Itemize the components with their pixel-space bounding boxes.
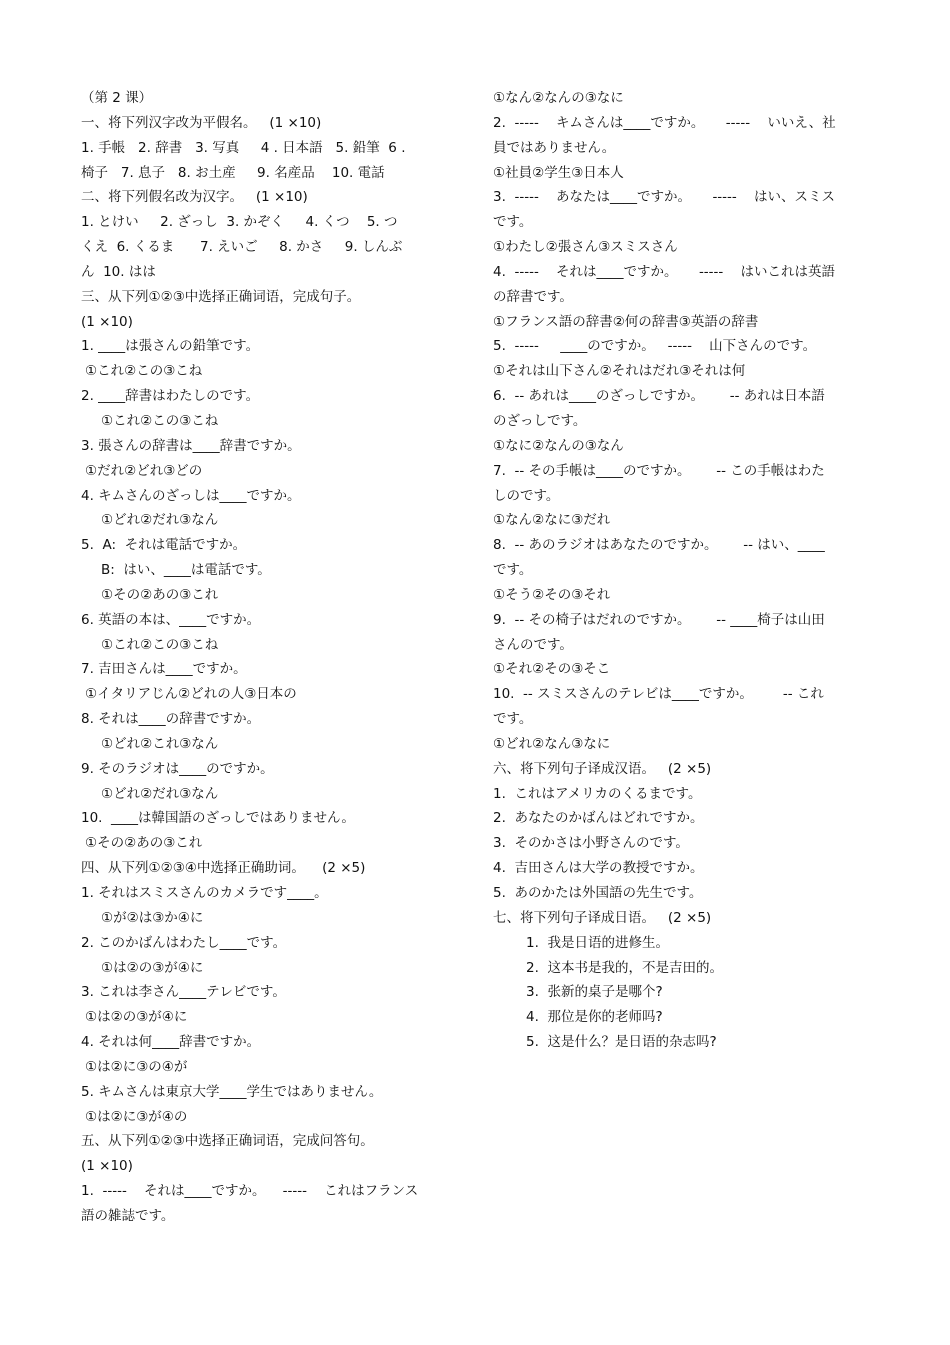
text-line: 8. それは____の辞書ですか。 xyxy=(81,711,261,728)
text-line: (1 ×10) xyxy=(81,1158,133,1175)
text-line: 3. 张新的桌子是哪个? xyxy=(526,984,663,1001)
right-column xyxy=(493,86,863,1055)
text-line: ①は②の③が④に xyxy=(85,1009,188,1026)
text-line: ①その②あの③これ xyxy=(101,586,219,603)
text-line: 1. これはアメリカのくるまです。 xyxy=(493,785,702,802)
text-line: 1. それはスミスさんのカメラです____。 xyxy=(81,885,328,901)
text-line: 5. キムさんは東京大学____学生ではありません。 xyxy=(81,1083,383,1100)
text-line: ①わたし②張さん③スミスさん xyxy=(493,239,678,256)
text-line: 7. -- その手帳は____のですか。 -- この手帳はわた xyxy=(493,462,825,479)
text-line: 2. このかばんはわたし____です。 xyxy=(81,934,287,951)
text-line: です。 xyxy=(493,562,533,579)
text-line: 4. それは何____辞書ですか。 xyxy=(81,1034,261,1051)
text-line: B: はい、____は電話です。 xyxy=(101,562,271,579)
text-line: 6. -- あれは____のざっしですか。 -- あれは日本語 xyxy=(493,388,825,405)
text-line: 七、将下列句子译成日语。 (2 ×5) xyxy=(493,909,712,926)
text-line: ①これ②この③こね xyxy=(101,412,219,429)
text-line: のざっしです。 xyxy=(493,412,587,429)
text-line: 一、将下列汉字改为平假名。 (1 ×10) xyxy=(81,114,322,131)
text-line: ん 10. はは xyxy=(81,263,156,280)
text-line: 4. 那位是你的老师吗? xyxy=(526,1009,663,1026)
text-line: 2. あなたのかばんはどれですか。 xyxy=(493,810,704,827)
text-line: 1. 手帳 2. 辞書 3. 写真 4 . 日本語 5. 鉛筆 6 . xyxy=(81,139,406,156)
text-line: (1 ×10) xyxy=(81,313,133,330)
text-line: 3. これは李さん____テレビです。 xyxy=(81,984,286,1001)
text-line: ①なに②なんの③なん xyxy=(493,437,624,454)
text-line: 1. とけい 2. ざっし 3. かぞく 4. くつ 5. つ xyxy=(81,214,398,231)
text-line: ①これ②この③こね xyxy=(85,363,203,380)
text-line: さんのです。 xyxy=(493,636,573,653)
text-line: 1. 我是日语的进修生。 xyxy=(526,934,669,951)
text-line: ①だれ②どれ③どの xyxy=(85,462,203,479)
text-line: 3. そのかさは小野さんのです。 xyxy=(493,835,689,852)
text-line: ①それ②その③そこ xyxy=(493,661,611,678)
text-line: 3. ----- あなたは____ですか。 ----- はい、スミス xyxy=(493,189,835,206)
text-line: ①どれ②だれ③なん xyxy=(101,512,219,529)
text-line: ①それは山下さん②それはだれ③それは何 xyxy=(493,363,746,380)
text-line: 8. -- あのラジオはあなたのですか。 -- はい、____ xyxy=(493,537,825,554)
text-line: 五、从下列①②③中选择正确词语，完成问答句。 xyxy=(81,1133,374,1150)
text-line: ①そう②その③それ xyxy=(493,586,611,603)
text-line: ①は②の③が④に xyxy=(101,959,204,976)
text-line: 6. 英語の本は、____ですか。 xyxy=(81,611,261,628)
text-line: です。 xyxy=(493,711,533,728)
text-line: 椅子 7. 息子 8. お土産 9. 名産品 10. 電話 xyxy=(81,164,385,181)
text-line: 5. 这是什么？是日语的杂志吗? xyxy=(526,1034,717,1051)
text-line: ①どれ②なん③なに xyxy=(493,735,611,752)
text-line: ①なん②なんの③なに xyxy=(493,90,624,106)
text-line: 1. ____は張さんの鉛筆です。 xyxy=(81,338,260,355)
text-line: 10. -- スミスさんのテレビは____ですか。 -- これ xyxy=(493,686,824,703)
text-line: 5. A: それは電話ですか。 xyxy=(81,537,247,554)
text-line: 4. 吉田さんは大学の教授ですか。 xyxy=(493,860,704,877)
text-line: 3. 張さんの辞書は____辞書ですか。 xyxy=(81,437,301,454)
text-line: 二、将下列假名改为汉字。 (1 ×10) xyxy=(81,189,308,206)
left-column xyxy=(81,86,466,1229)
text-line: （第 2 课） xyxy=(81,90,153,106)
text-line: ①フランス語の辞書②何の辞書③英語の辞書 xyxy=(493,313,759,330)
text-line: 5. あのかたは外国語の先生です。 xyxy=(493,885,703,901)
text-line: ①が②は③か④に xyxy=(101,909,204,926)
text-line: です。 xyxy=(493,214,533,231)
text-line: 7. 吉田さんは____ですか。 xyxy=(81,661,247,678)
text-line: 10. ____は韓国語のざっしではありません。 xyxy=(81,810,355,827)
text-line: 員ではありません。 xyxy=(493,139,616,156)
text-line: 4. ----- それは____ですか。 ----- はいこれは英語 xyxy=(493,263,835,280)
text-line: 語の雑誌です。 xyxy=(81,1207,175,1224)
text-line: 1. ----- それは____ですか。 ----- これはフランス xyxy=(81,1183,419,1200)
text-line: 2. ----- キムさんは____ですか。 ----- いいえ、社 xyxy=(493,114,836,131)
text-line: 四、从下列①②③④中选择正确助词。 (2 ×5) xyxy=(81,860,366,877)
text-line: くえ 6. くるま 7. えいご 8. かさ 9. しんぶ xyxy=(81,239,403,256)
text-line: ①なん②なに③だれ xyxy=(493,512,611,529)
text-line: ①社員②学生③日本人 xyxy=(493,164,624,181)
text-line: ①は②に③が④の xyxy=(85,1108,188,1125)
text-line: 4. キムさんのざっしは____ですか。 xyxy=(81,487,301,504)
text-line: ①その②あの③これ xyxy=(85,835,203,852)
text-line: 三、从下列①②③中选择正确词语，完成句子。 xyxy=(81,288,361,305)
text-line: 2. ____辞書はわたしのです。 xyxy=(81,388,260,405)
text-line: 六、将下列句子译成汉语。 (2 ×5) xyxy=(493,760,712,777)
text-line: ①どれ②これ③なん xyxy=(101,735,219,752)
text-line: 9. -- その椅子はだれのですか。 -- ____椅子は山田 xyxy=(493,611,825,628)
text-line: 9. そのラジオは____のですか。 xyxy=(81,760,274,777)
text-line: しのです。 xyxy=(493,487,560,504)
text-line: の辞書です。 xyxy=(493,288,573,305)
text-line: 2. 这本书是我的，不是吉田的。 xyxy=(526,959,723,976)
text-line: 5. ----- ____のですか。 ----- 山下さんのです。 xyxy=(493,338,817,355)
text-line: ①イタリアじん②どれの人③日本の xyxy=(85,686,297,703)
text-line: ①どれ②だれ③なん xyxy=(101,785,219,802)
text-line: ①は②に③の④が xyxy=(85,1058,188,1075)
text-line: ①これ②この③こね xyxy=(101,636,219,653)
